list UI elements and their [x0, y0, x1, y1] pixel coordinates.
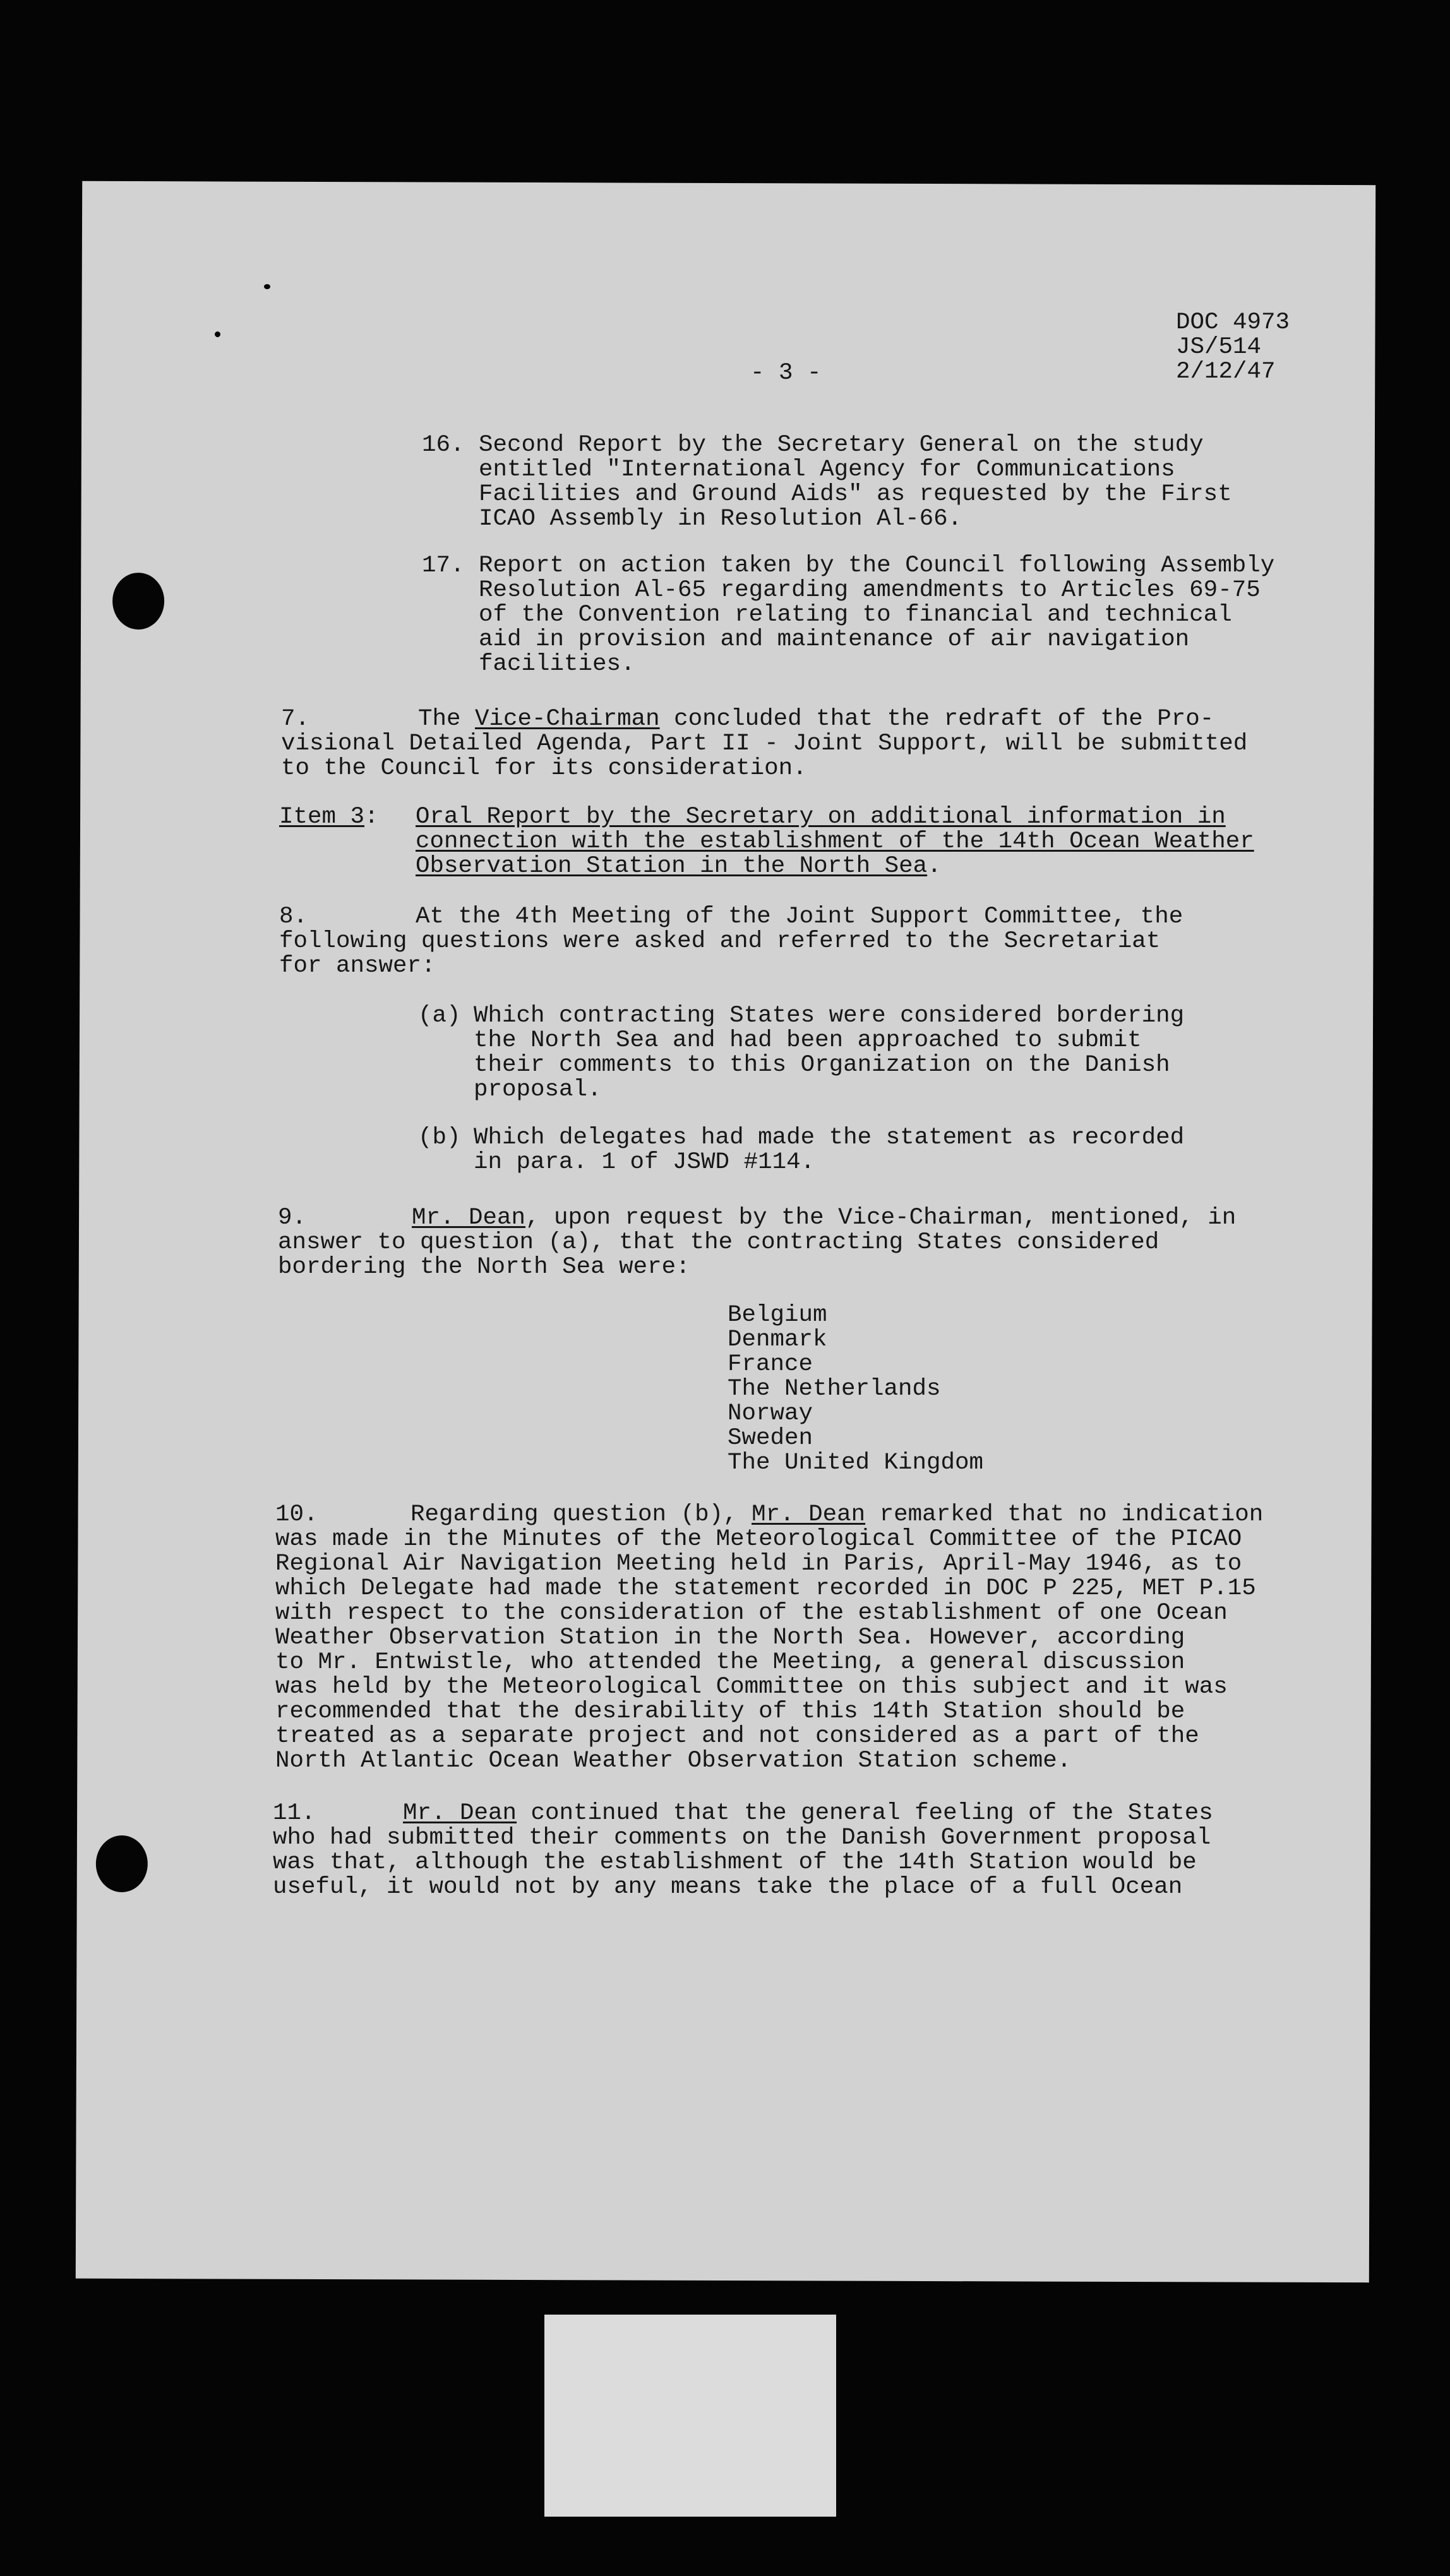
- country-list: [728, 1303, 983, 1476]
- text-line: Regional Air Navigation Meeting held in Paris, April-May 1946, as to: [275, 1551, 1242, 1577]
- text-line: aid in provision and maintenance of air navigation: [479, 626, 1190, 653]
- paragraph-9-line-1: [412, 1206, 1236, 1231]
- text-line: Facilities and Ground Aids" as requested by the First: [479, 481, 1232, 508]
- blank-label-card: [544, 2315, 836, 2517]
- list-item: Belgium: [728, 1302, 827, 1328]
- speck: [264, 284, 270, 289]
- text-line: Weather Observation Station in the North Sea. However, according: [275, 1625, 1185, 1651]
- text-run: continued that the general feeling of the States: [517, 1800, 1213, 1827]
- text-line: recommended that the desirability of this 14th Station should be: [275, 1698, 1185, 1725]
- text-line: [416, 854, 1254, 879]
- speaker-name: Mr. Dean: [403, 1800, 517, 1827]
- text-run: :: [364, 804, 379, 830]
- paragraph-number: 9.: [278, 1205, 307, 1231]
- paragraph-8-line-1: At the 4th Meeting of the Joint Support Committee, the: [416, 903, 1183, 930]
- doc-date: 2/12/47: [1176, 359, 1276, 385]
- text-line: Which delegates had made the statement as recorded: [474, 1124, 1185, 1151]
- text-run: , upon request by the Vice-Chairman, mentioned, in: [525, 1205, 1237, 1231]
- paragraph-11-body: [273, 1826, 1211, 1900]
- text-run: concluded that the redraft of the Pro-: [659, 706, 1214, 732]
- text-line: treated as a separate project and not considered as a part of the: [275, 1723, 1199, 1750]
- text-run: remarked that no indication: [865, 1501, 1264, 1528]
- doc-series: JS/514: [1176, 334, 1262, 361]
- doc-reference: [1176, 311, 1290, 385]
- item-number: 16.: [422, 432, 465, 458]
- text-line: visional Detailed Agenda, Part II - Joint Support, will be submitted: [281, 730, 1248, 757]
- text-line: facilities.: [479, 651, 635, 677]
- page-number: - 3 -: [750, 360, 822, 386]
- paragraph-8-body: [279, 929, 1160, 979]
- text-line: proposal.: [474, 1076, 602, 1103]
- text-line: North Atlantic Ocean Weather Observation Station scheme.: [275, 1748, 1072, 1774]
- text-line: to the Council for its consideration.: [281, 755, 807, 782]
- text-line: to Mr. Entwistle, who attended the Meeting, a general discussion: [275, 1649, 1185, 1676]
- text-line: who had submitted their comments on the Danish Government proposal: [273, 1825, 1211, 1851]
- text-line: was made in the Minutes of the Meteorological Committee of the PICAO: [275, 1526, 1242, 1553]
- text-line: Resolution Al-65 regarding amendments to Articles 69-75: [479, 577, 1261, 604]
- paragraph-10-line-1: [410, 1503, 1263, 1527]
- text-run: The: [418, 706, 461, 732]
- paragraph-9-body: [278, 1231, 1159, 1280]
- item-3-title: [416, 805, 1254, 879]
- text-line: Which contracting States were considered bordering: [474, 1003, 1185, 1029]
- list-item: Denmark: [728, 1327, 827, 1353]
- speaker-name: Mr. Dean: [752, 1501, 866, 1528]
- text-line: ICAO Assembly in Resolution Al-66.: [479, 506, 962, 532]
- text-line: following questions were asked and referred to the Secretariat: [279, 928, 1161, 955]
- text-line: with respect to the consideration of the establishment of one Ocean: [275, 1600, 1228, 1626]
- text-line: of the Convention relating to financial and technical: [479, 602, 1232, 628]
- text-run: .: [927, 853, 942, 880]
- list-item: Norway: [728, 1400, 813, 1427]
- question-label: (b): [418, 1124, 461, 1151]
- text-line: was held by the Meteorological Committee on this subject and it was: [275, 1674, 1228, 1700]
- text-line: in para. 1 of JSWD #114.: [474, 1149, 815, 1176]
- text-line: Oral Report by the Secretary on additional information in: [416, 804, 1226, 830]
- text-line: entitled "International Agency for Communications: [479, 456, 1175, 483]
- list-item: France: [728, 1351, 813, 1378]
- text-line: connection with the establishment of the 14th Ocean Weather: [416, 828, 1254, 855]
- question-a-text: [474, 1004, 1184, 1102]
- text-line: bordering the North Sea were:: [278, 1254, 690, 1280]
- text-line: their comments to this Organization on the Danish: [474, 1052, 1170, 1078]
- question-b-text: [474, 1126, 1184, 1175]
- vice-chairman-name: Vice-Chairman: [475, 706, 660, 732]
- item-3-label-text: Item 3: [279, 804, 365, 830]
- punch-hole-bottom: [96, 1835, 148, 1892]
- text-run: Regarding question (b),: [410, 1501, 752, 1528]
- text-line: the North Sea and had been approached to submit: [474, 1027, 1142, 1054]
- text-line: useful, it would not by any means take the place of a full Ocean: [273, 1874, 1183, 1900]
- list-item: Sweden: [728, 1425, 813, 1452]
- paragraph-number: 10.: [275, 1501, 318, 1528]
- text-line: Second Report by the Secretary General on the study: [479, 432, 1204, 458]
- item-16-text: [479, 433, 1232, 532]
- speaker-name: Mr. Dean: [412, 1205, 526, 1231]
- text-line: for answer:: [279, 953, 436, 979]
- paragraph-number: 11.: [273, 1800, 316, 1827]
- list-item: The Netherlands: [728, 1376, 941, 1402]
- paragraph-7-body: [281, 732, 1247, 781]
- question-label: (a): [418, 1003, 461, 1029]
- item-3-label: [279, 805, 379, 830]
- item-number: 17.: [422, 552, 465, 579]
- paragraph-11-line-1: [403, 1801, 1213, 1826]
- text-line: Report on action taken by the Council following Assembly: [479, 552, 1275, 579]
- item-17-text: [479, 554, 1274, 677]
- paragraph-7-line-1: [418, 707, 1214, 732]
- list-item: The United Kingdom: [728, 1450, 984, 1476]
- paragraph-number: 8.: [279, 903, 308, 930]
- doc-number: DOC 4973: [1176, 309, 1290, 336]
- punch-hole-top: [112, 573, 164, 629]
- text-line: which Delegate had made the statement recorded in DOC P 225, MET P.15: [275, 1575, 1256, 1602]
- text-run: Observation Station in the North Sea: [416, 853, 928, 880]
- paragraph-10-body: [275, 1527, 1256, 1774]
- text-line: was that, although the establishment of the 14th Station would be: [273, 1849, 1197, 1876]
- text-line: answer to question (a), that the contracting States considered: [278, 1229, 1159, 1256]
- paragraph-number: 7.: [281, 706, 310, 732]
